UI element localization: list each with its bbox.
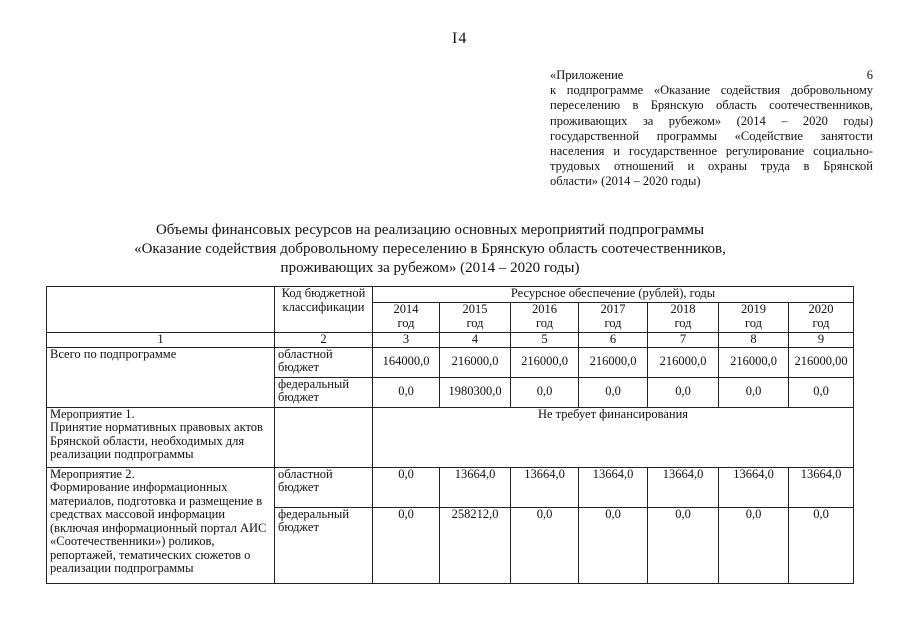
value-cell: 258212,0 [440,507,511,583]
value-cell: 0,0 [789,377,854,407]
value-cell: 0,0 [648,377,719,407]
header-year-2017: 2017 год [579,303,648,333]
value-cell: 216000,00 [789,347,854,377]
header-year-2014: 2014 год [373,303,440,333]
header-year-2020: 2020 год [789,303,854,333]
column-number: 4 [440,333,511,348]
column-number: 5 [511,333,579,348]
total-label: Всего по подпрограмме [47,347,275,407]
measure-2-description: Формирование информационных материалов, подготовка и размещение в средствах массовой информации (включая информационный портал АИС «Соотечественники») роликов, репортажей, тематических сюжетов о реализации подпрограммы [50,480,267,575]
value-cell: 164000,0 [373,347,440,377]
table-row [47,347,854,377]
header-year-2018: 2018 год [648,303,719,333]
appendix-line: «Приложение 6 [550,68,873,82]
value-cell: 0,0 [648,507,719,583]
value-cell: 216000,0 [719,347,789,377]
appendix-line: проживающих за рубежом» (2014 – 2020 годы) [550,113,873,128]
value-cell: 13664,0 [440,467,511,507]
budget-code: областной бюджет [275,467,373,507]
measure-1-cell [47,407,275,467]
title-line: Объемы финансовых ресурсов на реализацию основных мероприятий подпрограммы [155,222,705,238]
header-empty-cell [47,287,275,333]
column-number: 2 [275,333,373,348]
value-cell: 0,0 [579,377,648,407]
appendix-line: населения и государственное регулирование социально- [550,144,873,159]
header-resource: Ресурсное обеспечение (рублей), годы [373,287,854,303]
column-number: 6 [579,333,648,348]
appendix-line: переселению в Брянскую область соотечественников, [550,98,873,113]
header-code: Код бюджетной классификации [275,287,373,333]
header-year-2019: 2019 год [719,303,789,333]
value-cell: 0,0 [789,507,854,583]
column-number: 1 [47,333,275,348]
value-cell: 13664,0 [719,467,789,507]
value-cell: 0,0 [511,377,579,407]
value-cell: 13664,0 [648,467,719,507]
table-row [47,407,854,467]
appendix-line: государственной программы «Содействие занятости [550,128,873,143]
measure-2-cell [47,467,275,583]
value-cell: 0,0 [373,467,440,507]
measure-1-description: Принятие нормативных правовых актов Брянской области, необходимых для реализации подпрограммы [50,420,263,461]
value-cell: 0,0 [579,507,648,583]
document-title [120,221,740,278]
header-year-2016: 2016 год [511,303,579,333]
value-cell: 0,0 [719,377,789,407]
value-cell: 13664,0 [789,467,854,507]
value-cell: 0,0 [511,507,579,583]
value-cell: 1980300,0 [440,377,511,407]
column-number: 8 [719,333,789,348]
value-cell: 0,0 [373,507,440,583]
table-row [47,467,854,507]
page-number: I4 [452,30,468,47]
budget-code: федеральный бюджет [275,377,373,407]
value-cell: 0,0 [373,377,440,407]
budget-code-empty [275,407,373,467]
value-cell: 13664,0 [511,467,579,507]
value-cell: 13664,0 [579,467,648,507]
appendix-line: области» (2014 – 2020 годы) [550,174,701,189]
appendix-line: к подпрограмме «Оказание содействия добровольному [550,83,873,98]
column-number: 9 [789,333,854,348]
column-number: 7 [648,333,719,348]
financing-table [46,286,854,584]
column-number: 3 [373,333,440,348]
value-cell: 0,0 [719,507,789,583]
title-line: «Оказание содействия добровольному переселению в Брянскую область соотечественников, [134,241,726,257]
budget-code: областной бюджет [275,347,373,377]
value-cell: 216000,0 [579,347,648,377]
value-cell: 216000,0 [511,347,579,377]
no-funding-note: Не требует финансирования [373,407,854,467]
title-line: проживающих за рубежом» (2014 – 2020 годы) [280,260,580,276]
value-cell: 216000,0 [440,347,511,377]
column-numbers-row [47,333,854,348]
budget-code: федеральный бюджет [275,507,373,583]
measure-2-label: Мероприятие 2. [50,467,135,481]
measure-1-label: Мероприятие 1. [50,407,135,421]
appendix-line: трудовых отношений и охраны труда в Брянской [550,159,873,174]
header-year-2015: 2015 год [440,303,511,333]
appendix-note [550,68,873,190]
value-cell: 216000,0 [648,347,719,377]
